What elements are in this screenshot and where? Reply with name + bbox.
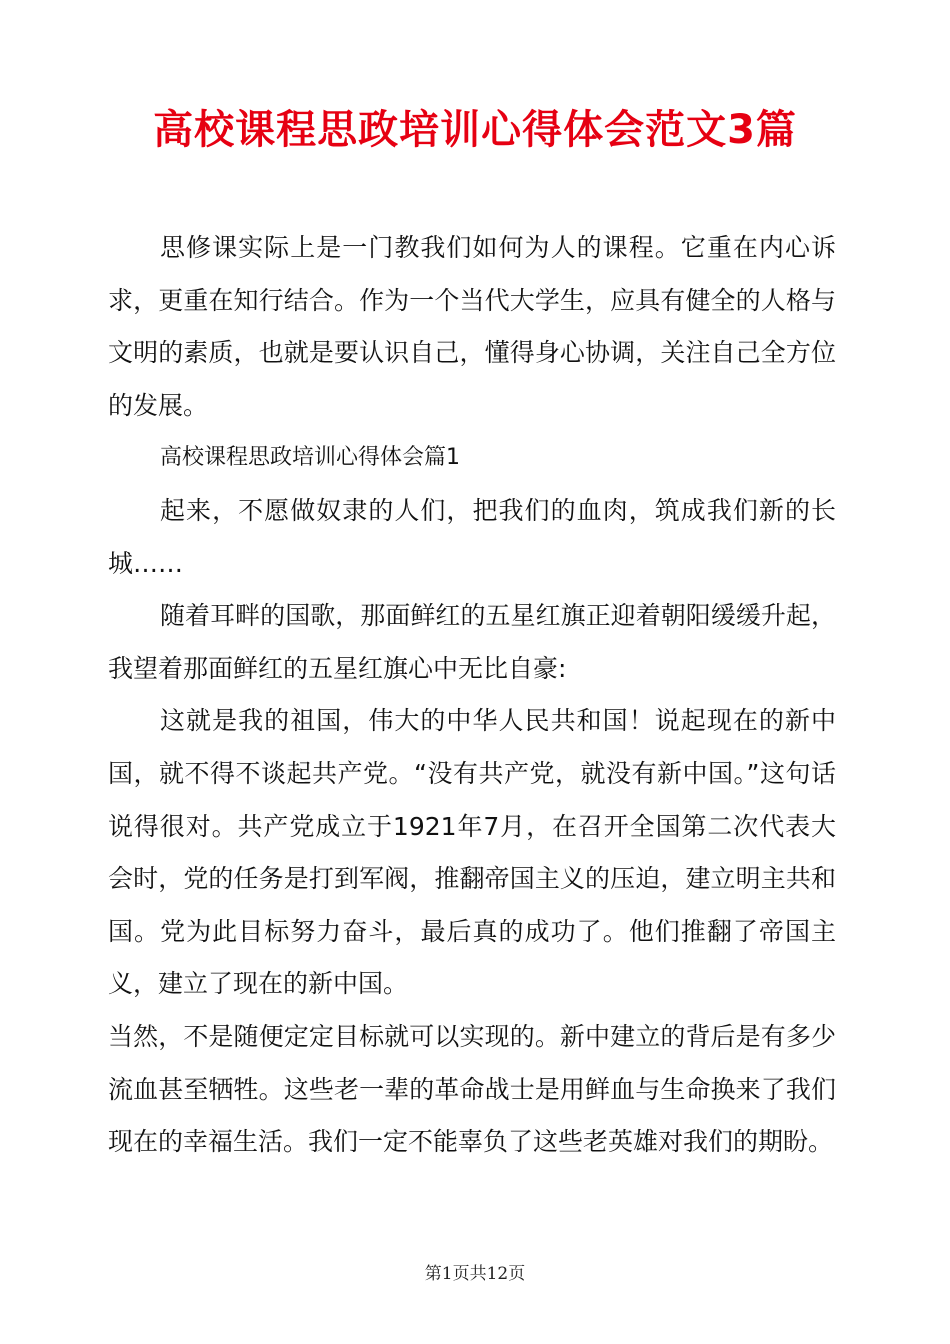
document-body — [108, 222, 836, 1169]
paragraph-flag: 随着耳畔的国歌，那面鲜红的五星红旗正迎着朝阳缓缓升起，我望着那面鲜红的五星红旗心中无比自豪: — [108, 601, 836, 683]
paragraph-intro: 思修课实际上是一门教我们如何为人的课程。它重在内心诉求，更重在知行结合。作为一个当代大学生，应具有健全的人格与文明的素质，也就是要认识自己，懂得身心协调，关注自己全方位的发展。 — [108, 233, 836, 420]
document-title: 高校课程思政培训心得体会范文3篇 — [153, 107, 797, 153]
paragraph-anthem: 起来，不愿做奴隶的人们，把我们的血肉，筑成我们新的长城…… — [108, 495, 836, 578]
paragraph-sacrifice: 当然，不是随便定定目标就可以实现的。新中建立的背后是有多少流血甚至牺牲。这些老一辈的革命战士是用鲜血与生命换来了我们现在的幸福生活。我们一定不能辜负了这些老英雄对我们的期盼。 — [108, 1021, 836, 1157]
page-number: 第1页共12页 — [424, 1264, 526, 1284]
section-heading: 高校课程思政培训心得体会篇1 — [160, 445, 460, 471]
paragraph-party: 这就是我的祖国，伟大的中华人民共和国！说起现在的新中国，就不得不谈起共产党。“没有共产党，就没有新中国。”这句话说得很对。共产党成立于1921年7月，在召开全国第二次代表大会时，党的任务是打到军阀，推翻帝国主义的压迫，建立明主共和国。党为此目标努力奋斗，最后真的成功了。他们推翻了帝国主义，建立了现在的新中国。 — [108, 706, 836, 999]
